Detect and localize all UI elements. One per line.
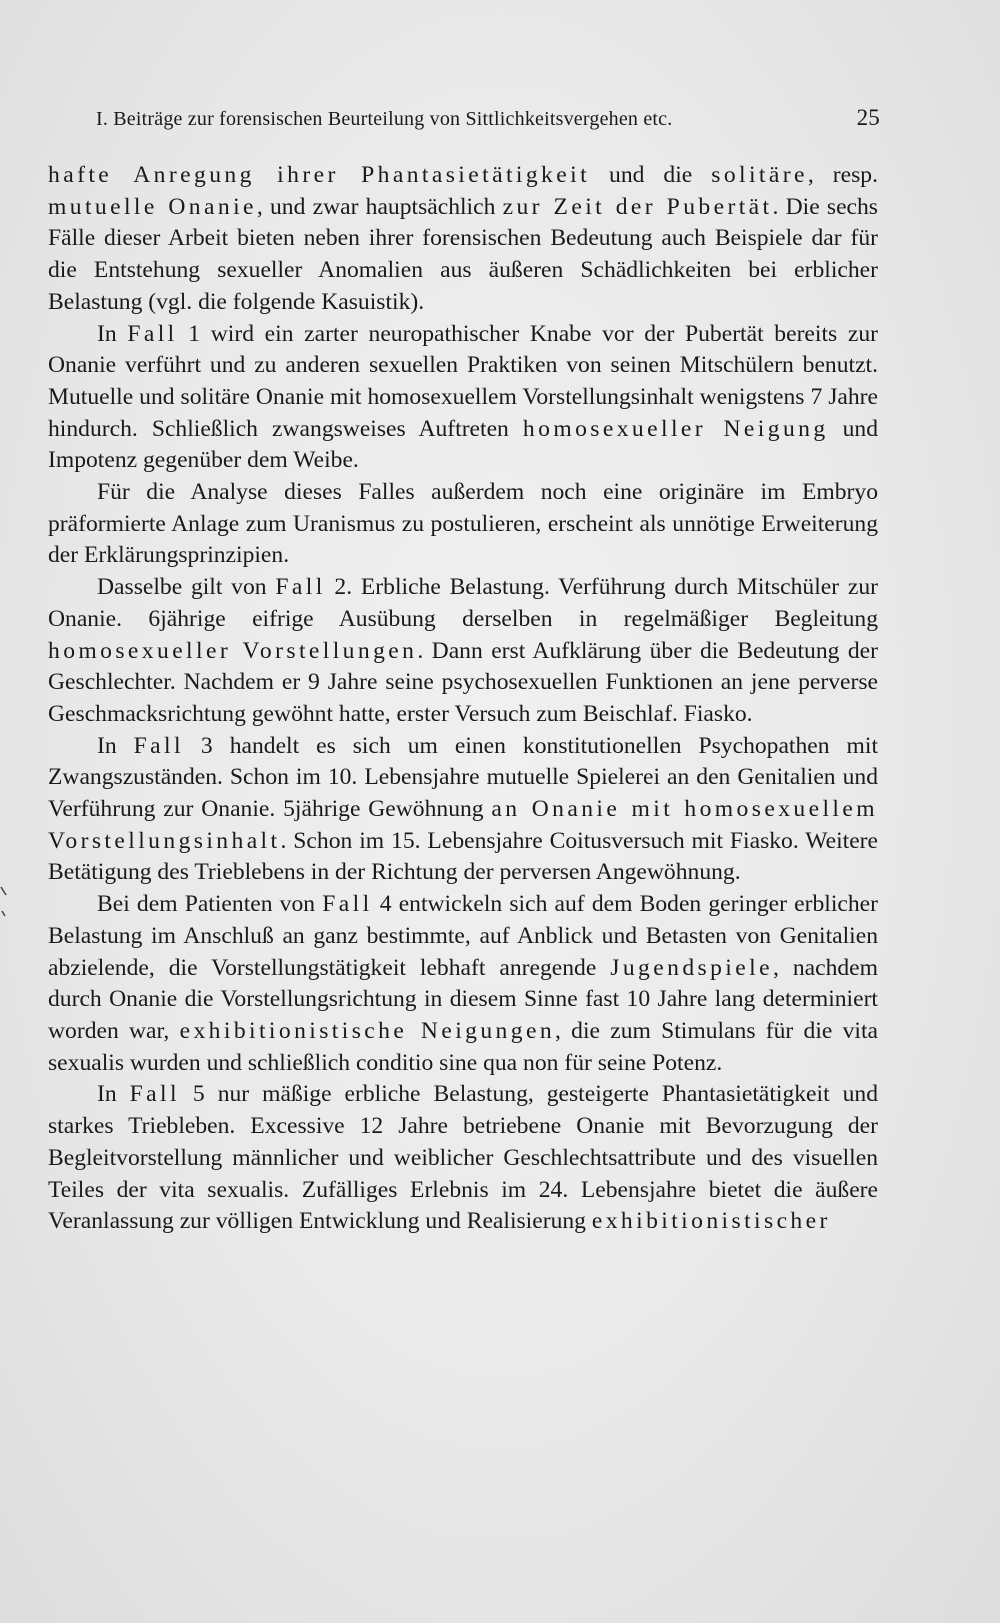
paragraph-fall-5 <box>48 1079 878 1238</box>
spaced-emphasis-text: Fall <box>322 891 373 918</box>
body-text <box>48 160 878 1238</box>
spaced-emphasis-text: exhibitionistische Neigungen <box>179 1017 556 1044</box>
text-run: In <box>97 320 128 347</box>
page-header <box>96 105 880 138</box>
text-run: . Die sechs Fälle dieser Arbeit bieten neben ihrer forensischen Bedeutung auch Beispiele dar für die Entstehung sexueller Anomalien aus äußeren Schädlichkeiten bei erblicher Belastung (vgl. die folgende Kasuistik). <box>48 193 878 315</box>
paragraph-continuation <box>48 160 878 319</box>
text-run: 5 nur mäßige erbliche Belastung, gesteigerte Phantasietätigkeit und starkes Triebleben. Excessive 12 Jahre betriebene Onanie mit Bevorzugung der Begleitvorstellung männlicher und weiblicher Geschlechtsattribute und des visuellen Teiles der vita sexualis. Zufälliges Erlebnis im 24. Lebensjahre bietet die äußere Veranlassung zur völligen Entwicklung und Realisierung <box>48 1081 878 1235</box>
spaced-emphasis-text: Jugendspiele <box>610 954 773 981</box>
margin-mark <box>0 885 10 919</box>
spaced-emphasis-text: homosexueller Neigung <box>522 415 829 442</box>
text-run: , nachdem durch Onanie die Vorstellungsrichtung in diesem Sinne fast 10 Jahre lang determiniert worden war, <box>48 954 878 1044</box>
text-run: 2. Erbliche Belastung. Verführung durch Mitschüler zur Onanie. 6jährige eifrige Ausübung derselben in regelmäßiger Begleitung <box>48 574 879 632</box>
spaced-emphasis-text: solitäre <box>711 162 808 188</box>
spaced-emphasis-text: Fall <box>133 732 184 759</box>
spaced-emphasis-text: hafte Anregung ihrer Phantasietätigkeit <box>48 162 591 188</box>
text-run: Für die Analyse dieses Falles außerdem noch eine originäre im Embryo präformierte Anlage zum Uranismus zu postulieren, erscheint als unnötige Erweiterung der Erklärungsprinzipien. <box>48 479 878 569</box>
text-run: , und zwar hauptsächlich <box>256 193 503 220</box>
page-number: 25 <box>856 105 880 130</box>
spaced-emphasis-text: an Onanie mit homosexuellem Vorstellungsinhalt <box>48 796 878 854</box>
spaced-emphasis-text: mutuelle Onanie <box>48 193 257 220</box>
text-run: In <box>97 732 134 759</box>
text-run: 1 wird ein zarter neuropathischer Knabe vor der Pubertät bereits zur Onanie verführt und zu anderen sexuellen Praktiken von seinen Mitschülern benutzt. Mutuelle und solitäre Onanie mit homosexuellem Vorstellungsinhalt wenigstens 7 Jahre hindurch. Schließlich zwangsweises Auftreten <box>48 320 878 442</box>
spaced-emphasis-text: exhibitionistischer <box>591 1208 831 1235</box>
text-run: . Dann erst Aufklärung über die Bedeutung der Geschlechter. Nachdem er 9 Jahre seine psychosexuellen Funktionen an jene perverse Geschmacksrichtung gewöhnt hatte, erster Versuch zum Beischlaf. Fiasko. <box>48 637 878 727</box>
text-run: In <box>97 1081 130 1108</box>
running-title: I. Beiträge zur forensischen Beurteilung von Sittlichkeitsvergehen etc. <box>96 108 673 130</box>
text-run: Bei dem Patienten von <box>97 891 323 918</box>
text-run: , resp. <box>807 162 878 188</box>
text-run: , die zum Stimulans für die vita sexualis wurden und schließlich conditio sine qua non für seine Potenz. <box>48 1017 878 1076</box>
spaced-emphasis-text: homosexueller Vorstellungen <box>48 637 418 664</box>
spaced-emphasis-text: zur Zeit der Pubertät <box>502 193 773 220</box>
text-run: Dasselbe gilt von <box>97 574 276 601</box>
paragraph-fall-1 <box>48 319 878 478</box>
text-run: . Schon im 15. Lebensjahre Coitusversuch mit Fiasko. Weitere Betätigung des Trieblebens in der Richtung der perversen Angewöhnung. <box>48 827 878 886</box>
spaced-emphasis-text: Fall <box>129 1081 180 1108</box>
text-run: und die <box>590 162 712 188</box>
text-run: und Impotenz gegenüber dem Weibe. <box>48 415 878 474</box>
text-run: 4 entwickeln sich auf dem Boden geringer erblicher Belastung im Anschluß an ganz bestimmte, auf Anblick und Betasten von Genitalien abzielende, die Vorstellungstätigkeit lebhaft anregende <box>48 891 878 981</box>
paragraph-fall-3 <box>48 731 878 890</box>
paragraph-fall-2 <box>48 572 878 731</box>
spaced-emphasis-text: Fall <box>127 320 178 347</box>
spaced-emphasis-text: Fall <box>275 574 326 601</box>
paragraph-fall-4 <box>48 889 878 1079</box>
paragraph-analyse <box>48 477 878 572</box>
text-run: 3 handelt es sich um einen konstitutionellen Psychopathen mit Zwangszuständen. Schon im 10. Lebensjahre mutuelle Spielerei an den Genitalien und Verführung zur Onanie. 5jährige Gewöhnung <box>48 732 878 823</box>
